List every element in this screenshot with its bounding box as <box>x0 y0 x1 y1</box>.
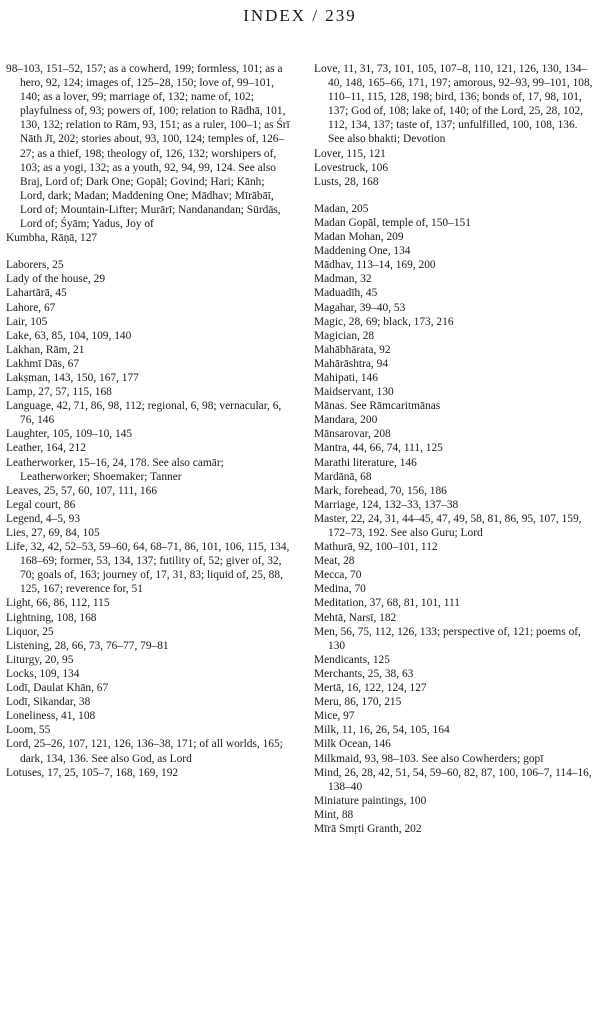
index-entry: Mind, 26, 28, 42, 51, 54, 59–60, 82, 87, 100, 106–7, 114–16, 138–40 <box>314 766 592 793</box>
index-entry: Legend, 4–5, 93 <box>6 512 81 525</box>
index-entry: Meat, 28 <box>314 555 355 568</box>
index-entry: Lodī, Sikandar, 38 <box>6 696 91 709</box>
index-entry: Madan Mohan, 209 <box>314 231 404 244</box>
index-entry: Locks, 109, 134 <box>6 667 80 680</box>
index-entry: Listening, 28, 66, 73, 76–77, 79–81 <box>6 639 169 652</box>
index-entry: Leaves, 25, 57, 60, 107, 111, 166 <box>6 484 158 497</box>
index-entry: Mādhav, 113–14, 169, 200 <box>314 259 436 272</box>
index-entry: Mark, forehead, 70, 156, 186 <box>314 484 447 497</box>
index-entry: Mānas. See Rāmcaritmānas <box>314 400 441 413</box>
index-entry: Lair, 105 <box>6 315 48 328</box>
index-entry: Mantra, 44, 66, 74, 111, 125 <box>314 442 443 455</box>
index-entry: Mice, 97 <box>314 710 355 723</box>
index-entry: Lakhan, Rām, 21 <box>6 343 85 356</box>
index-entry: Lakhmī Dās, 67 <box>6 357 80 370</box>
index-entry: Lover, 115, 121 <box>314 147 386 160</box>
index-entry: Marathi literature, 146 <box>314 456 417 469</box>
index-entry: Mānsarovar, 208 <box>314 428 391 441</box>
index-entry: Lusts, 28, 168 <box>314 175 379 188</box>
index-entry: Milk Ocean, 146 <box>314 738 391 751</box>
index-entry: Madan, 205 <box>314 202 369 215</box>
index-entry: Liquor, 25 <box>6 625 54 638</box>
index-entry: Milk, 11, 16, 26, 54, 105, 164 <box>314 724 450 737</box>
index-entry: Mahipati, 146 <box>314 371 378 384</box>
index-entry: Meditation, 37, 68, 81, 101, 111 <box>314 597 460 610</box>
index-entry: Lamp, 27, 57, 115, 168 <box>6 386 112 399</box>
index-entry: Miniature paintings, 100 <box>314 794 427 807</box>
index-entry: Lakṣman, 143, 150, 167, 177 <box>6 371 139 384</box>
index-entry: Mathurā, 92, 100–101, 112 <box>314 541 438 554</box>
index-entry: Language, 42, 71, 86, 98, 112; regional, 6, 98; vernacular, 6, 76, 146 <box>6 400 282 427</box>
index-entry: Legal court, 86 <box>6 498 76 511</box>
index-entry: Liturgy, 20, 95 <box>6 653 74 666</box>
index-entry: Mandara, 200 <box>314 414 378 427</box>
index-entry: Mecca, 70 <box>314 569 362 582</box>
index-entry: Magahar, 39–40, 53 <box>314 301 406 314</box>
index-entry: Life, 32, 42, 52–53, 59–60, 64, 68–71, 86, 101, 106, 115, 134, 168–69; former, 53, 134, 137; futility of, 52; giver of, 32, 70; goals of, 163; journey of, 17, 31, 83; liquid of, 25, 88, 125, 167; reverence for, 51 <box>6 541 290 596</box>
index-entry: Love, 11, 31, 73, 101, 105, 107–8, 110, 121, 126, 130, 134–40, 148, 165–66, 171, 197; amorous, 92–93, 99–101, 108, 110–11, 115, 128, 198; bird, 136; bonds of, 17, 98, 101, 137; God of, 108; lake of, 140; of the Lord, 25, 28, 102, 112, 134, 137; taste of, 137; unfulfilled, 100, 108, 136. See also bhakti; Devotion <box>314 63 593 146</box>
index-entry: Leather, 164, 212 <box>6 442 86 455</box>
index-entry: Lightning, 108, 168 <box>6 611 97 624</box>
index-entry: Lotuses, 17, 25, 105–7, 168, 169, 192 <box>6 766 179 779</box>
index-entry: Mahārāshtra, 94 <box>314 357 389 370</box>
index-entry: Magic, 28, 69; black, 173, 216 <box>314 315 454 328</box>
index-entry: Lord, 25–26, 107, 121, 126, 136–38, 171; of all worlds, 165; dark, 134, 136. See also God, as Lord <box>6 738 283 765</box>
index-entry: Meru, 86, 170, 215 <box>314 696 402 709</box>
index-entry: Lahartārā, 45 <box>6 287 67 300</box>
index-entry: Lady of the house, 29 <box>6 273 106 286</box>
index-entry: Maidservant, 130 <box>314 386 394 399</box>
index-entry: Mertā, 16, 122, 124, 127 <box>314 682 427 695</box>
index-entry: Lovestruck, 106 <box>314 161 389 174</box>
section-gap <box>314 189 594 202</box>
index-entry: Mehtā, Narsī, 182 <box>314 611 397 624</box>
index-entry: Medina, 70 <box>314 583 366 596</box>
index-entry: Loneliness, 41, 108 <box>6 710 96 723</box>
index-entry: Leatherworker, 15–16, 24, 178. See also camār; Leatherworker; Shoemaker; Tanner <box>6 456 224 483</box>
index-entry: Maddening One, 134 <box>314 245 411 258</box>
index-column-left <box>6 62 290 780</box>
index-entry: Laughter, 105, 109–10, 145 <box>6 428 133 441</box>
index-entry: Laborers, 25 <box>6 259 64 272</box>
index-entry: Mīrā Smṛti Granth, 202 <box>314 822 422 835</box>
index-entry: Mendicants, 125 <box>314 653 390 666</box>
index-column-right <box>314 62 594 836</box>
index-entry: Mardānā, 68 <box>314 470 372 483</box>
index-entry: Kumbha, Rāṇā, 127 <box>6 232 98 245</box>
index-entry: Loom, 55 <box>6 724 51 737</box>
index-entry: Madman, 32 <box>314 273 372 286</box>
index-entry: Merchants, 25, 38, 63 <box>314 667 414 680</box>
index-entry: Lies, 27, 69, 84, 105 <box>6 527 100 539</box>
index-entry: Mint, 88 <box>314 808 354 821</box>
index-entry: Milkmaid, 93, 98–103. See also Cowherders; gopī <box>314 752 544 765</box>
page-header: INDEX / 239 <box>243 6 357 25</box>
section-gap <box>6 245 290 258</box>
index-entry: Magician, 28 <box>314 329 375 342</box>
index-entry: Light, 66, 86, 112, 115 <box>6 597 110 610</box>
index-entry: Mahābhārata, 92 <box>314 343 391 356</box>
index-entry: Lake, 63, 85, 104, 109, 140 <box>6 329 132 342</box>
index-entry: Master, 22, 24, 31, 44–45, 47, 49, 58, 81, 86, 95, 107, 159, 172–73, 192. See also Guru; Lord <box>314 512 582 539</box>
index-entry: 98–103, 151–52, 157; as a cowherd, 199; formless, 101; as a hero, 92, 124; images of, 125–28, 150; love of, 99–101, 140; as a lover, 99; marriage of, 132; name of, 102; playfulness of, 93; powers of, 100; relation to Rādhā, 101, 130, 132; relation to Rām, 93, 151; as a ruler, 100–1; as Śrī Nāth Jī, 202; stories about, 93, 100, 124; temples of, 126–27; as a thief, 198; theology of, 126, 132; worshipers of, 103; as a yogi, 132; as a youth, 92, 94, 99, 124. See also Braj, Lord of; Dark One; Gopāl; Govind; Hari; Kānh; Lord, dark; Madan; Maddening One; Mādhav; Mīrābāī, Lord of; Mountain-Lifter; Murārī; Nandanandan; Sūrdās, Lord of; Śyām; Yadus, Joy of <box>6 63 290 231</box>
index-entry: Lahore, 67 <box>6 301 56 314</box>
index-entry: Maduadīh, 45 <box>314 287 378 300</box>
index-entry: Madan Gopāl, temple of, 150–151 <box>314 216 471 229</box>
index-entry: Marriage, 124, 132–33, 137–38 <box>314 498 459 511</box>
index-entry: Lodī, Daulat Khān, 67 <box>6 682 109 695</box>
index-entry: Men, 56, 75, 112, 126, 133; perspective of, 121; poems of, 130 <box>314 625 581 652</box>
